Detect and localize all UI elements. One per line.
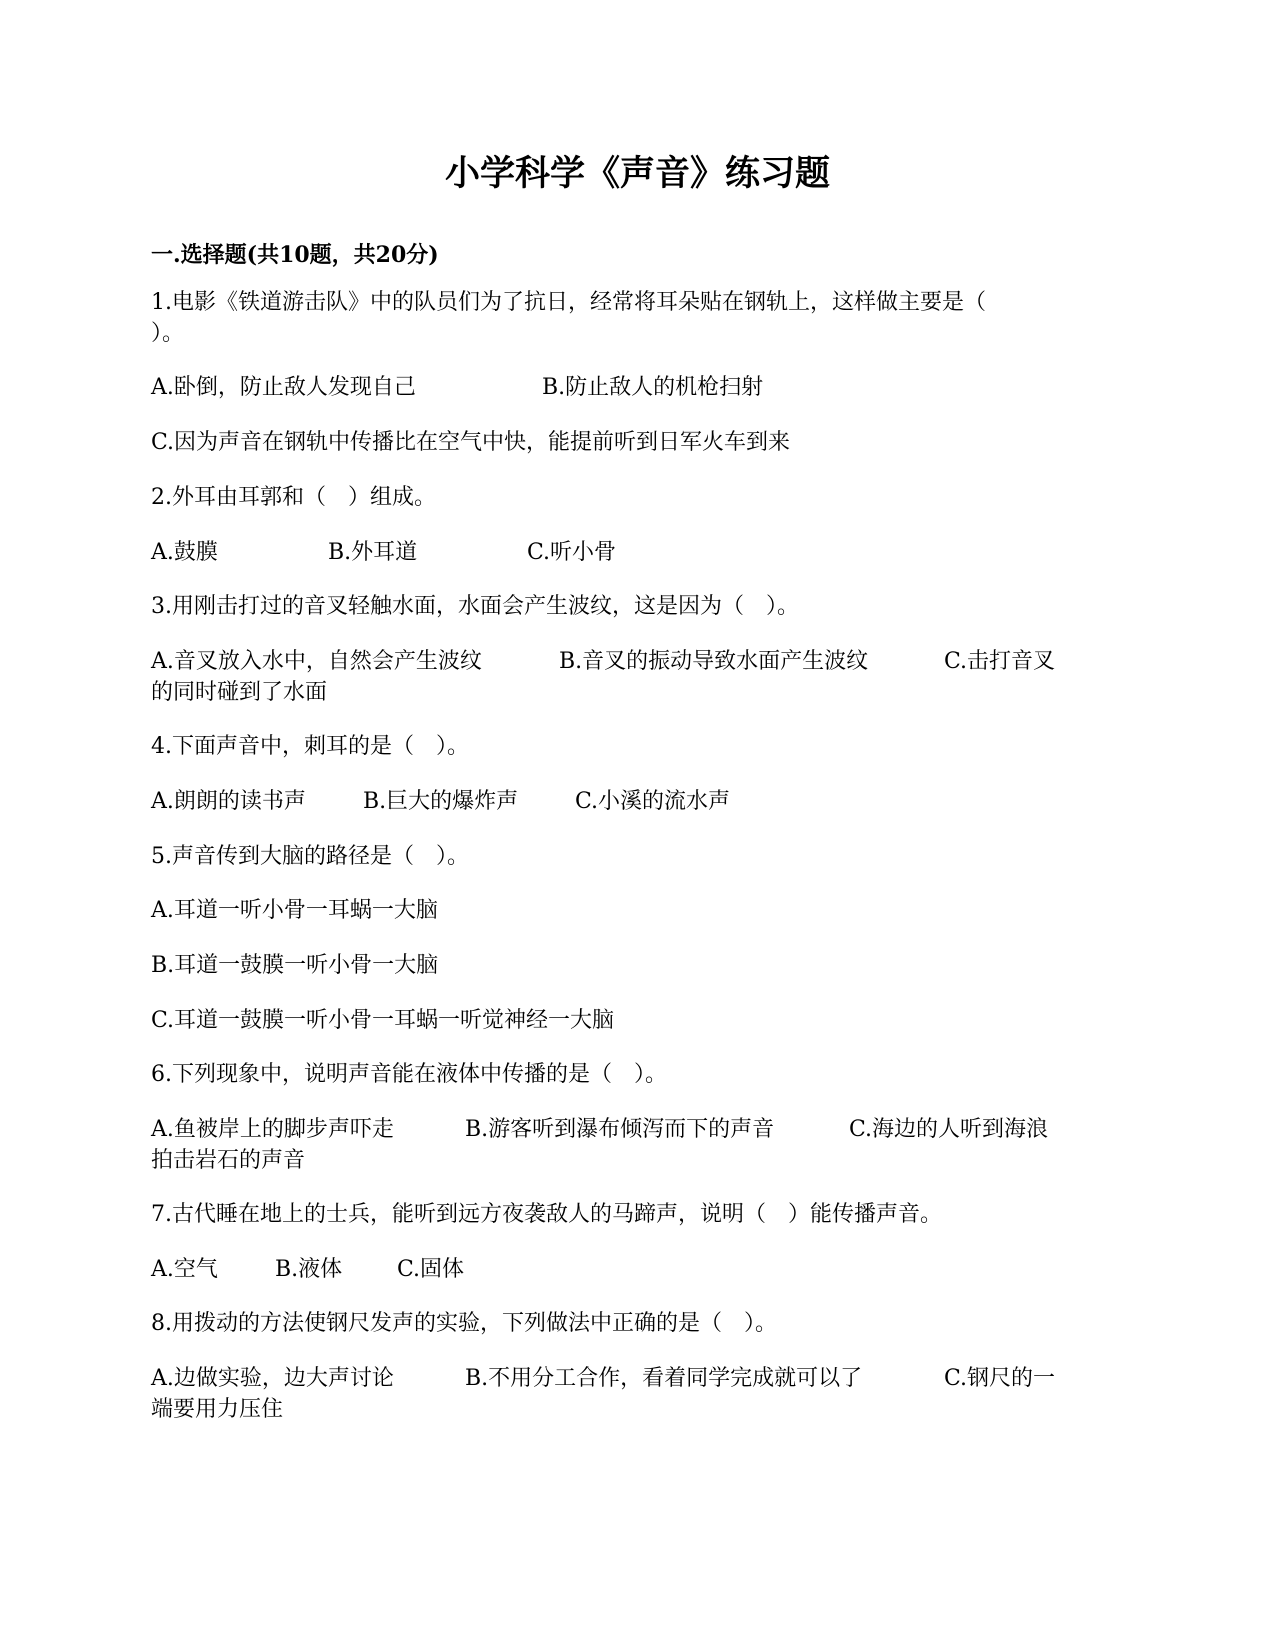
question-1-stem: 1.电影《铁道游击队》中的队员们为了抗日，经常将耳朵贴在钢轨上，这样做主要是（ xyxy=(151,290,986,315)
q1-option-b: B.防止敌人的机枪扫射 xyxy=(542,375,764,400)
question-7-stem: 7.古代睡在地上的士兵，能听到远方夜袭敌人的马蹄声，说明（ ）能传播声音。 xyxy=(151,1202,942,1227)
q7-option-a: A.空气 xyxy=(151,1257,218,1282)
q2-option-b: B.外耳道 xyxy=(328,540,418,565)
q3-option-b: B.音叉的振动导致水面产生波纹 xyxy=(559,649,869,674)
q5-option-b: B.耳道一鼓膜一听小骨一大脑 xyxy=(151,953,439,978)
question-4-stem: 4.下面声音中，刺耳的是（ ）。 xyxy=(151,734,469,759)
q3-option-a: A.音叉放入水中，自然会产生波纹 xyxy=(151,649,482,674)
q4-option-b: B.巨大的爆炸声 xyxy=(363,789,519,814)
q6-option-c: C.海边的人听到海浪 xyxy=(849,1117,1049,1142)
q5-option-c: C.耳道一鼓膜一听小骨一耳蜗一听觉神经一大脑 xyxy=(151,1008,615,1033)
question-6-stem: 6.下列现象中，说明声音能在液体中传播的是（ ）。 xyxy=(151,1062,667,1087)
question-1-stem-cont: ）。 xyxy=(151,321,185,346)
q6-option-a: A.鱼被岸上的脚步声吓走 xyxy=(151,1117,394,1142)
q7-option-c: C.固体 xyxy=(397,1257,465,1282)
section-heading: 一.选择题(共10题，共20分) xyxy=(151,242,439,268)
q2-option-a: A.鼓膜 xyxy=(151,540,218,565)
q4-option-a: A.朗朗的读书声 xyxy=(151,789,306,814)
q2-option-c: C.听小骨 xyxy=(527,540,617,565)
question-5-stem: 5.声音传到大脑的路径是（ ）。 xyxy=(151,844,469,869)
question-3-stem: 3.用刚击打过的音叉轻触水面，水面会产生波纹，这是因为（ ）。 xyxy=(151,594,799,619)
page-title: 小学科学《声音》练习题 xyxy=(444,153,830,194)
q4-option-c: C.小溪的流水声 xyxy=(575,789,731,814)
q3-option-c: C.击打音叉 xyxy=(944,649,1056,674)
q1-option-a: A.卧倒，防止敌人发现自己 xyxy=(151,375,416,400)
q6-option-c-cont: 拍击岩石的声音 xyxy=(151,1148,306,1173)
q8-option-b: B.不用分工合作，看着同学完成就可以了 xyxy=(465,1366,863,1391)
question-2-stem: 2.外耳由耳郭和（ ）组成。 xyxy=(151,485,436,510)
q1-option-c: C.因为声音在钢轨中传播比在空气中快，能提前听到日军火车到来 xyxy=(151,430,791,455)
q8-option-c-cont: 端要用力压住 xyxy=(151,1397,284,1422)
q8-option-c: C.钢尺的一 xyxy=(944,1366,1056,1391)
q6-option-b: B.游客听到瀑布倾泻而下的声音 xyxy=(465,1117,775,1142)
question-8-stem: 8.用拨动的方法使钢尺发声的实验，下列做法中正确的是（ ）。 xyxy=(151,1311,777,1336)
q5-option-a: A.耳道一听小骨一耳蜗一大脑 xyxy=(151,898,438,923)
q8-option-a: A.边做实验，边大声讨论 xyxy=(151,1366,394,1391)
q3-option-c-cont: 的同时碰到了水面 xyxy=(151,680,328,705)
q7-option-b: B.液体 xyxy=(275,1257,343,1282)
